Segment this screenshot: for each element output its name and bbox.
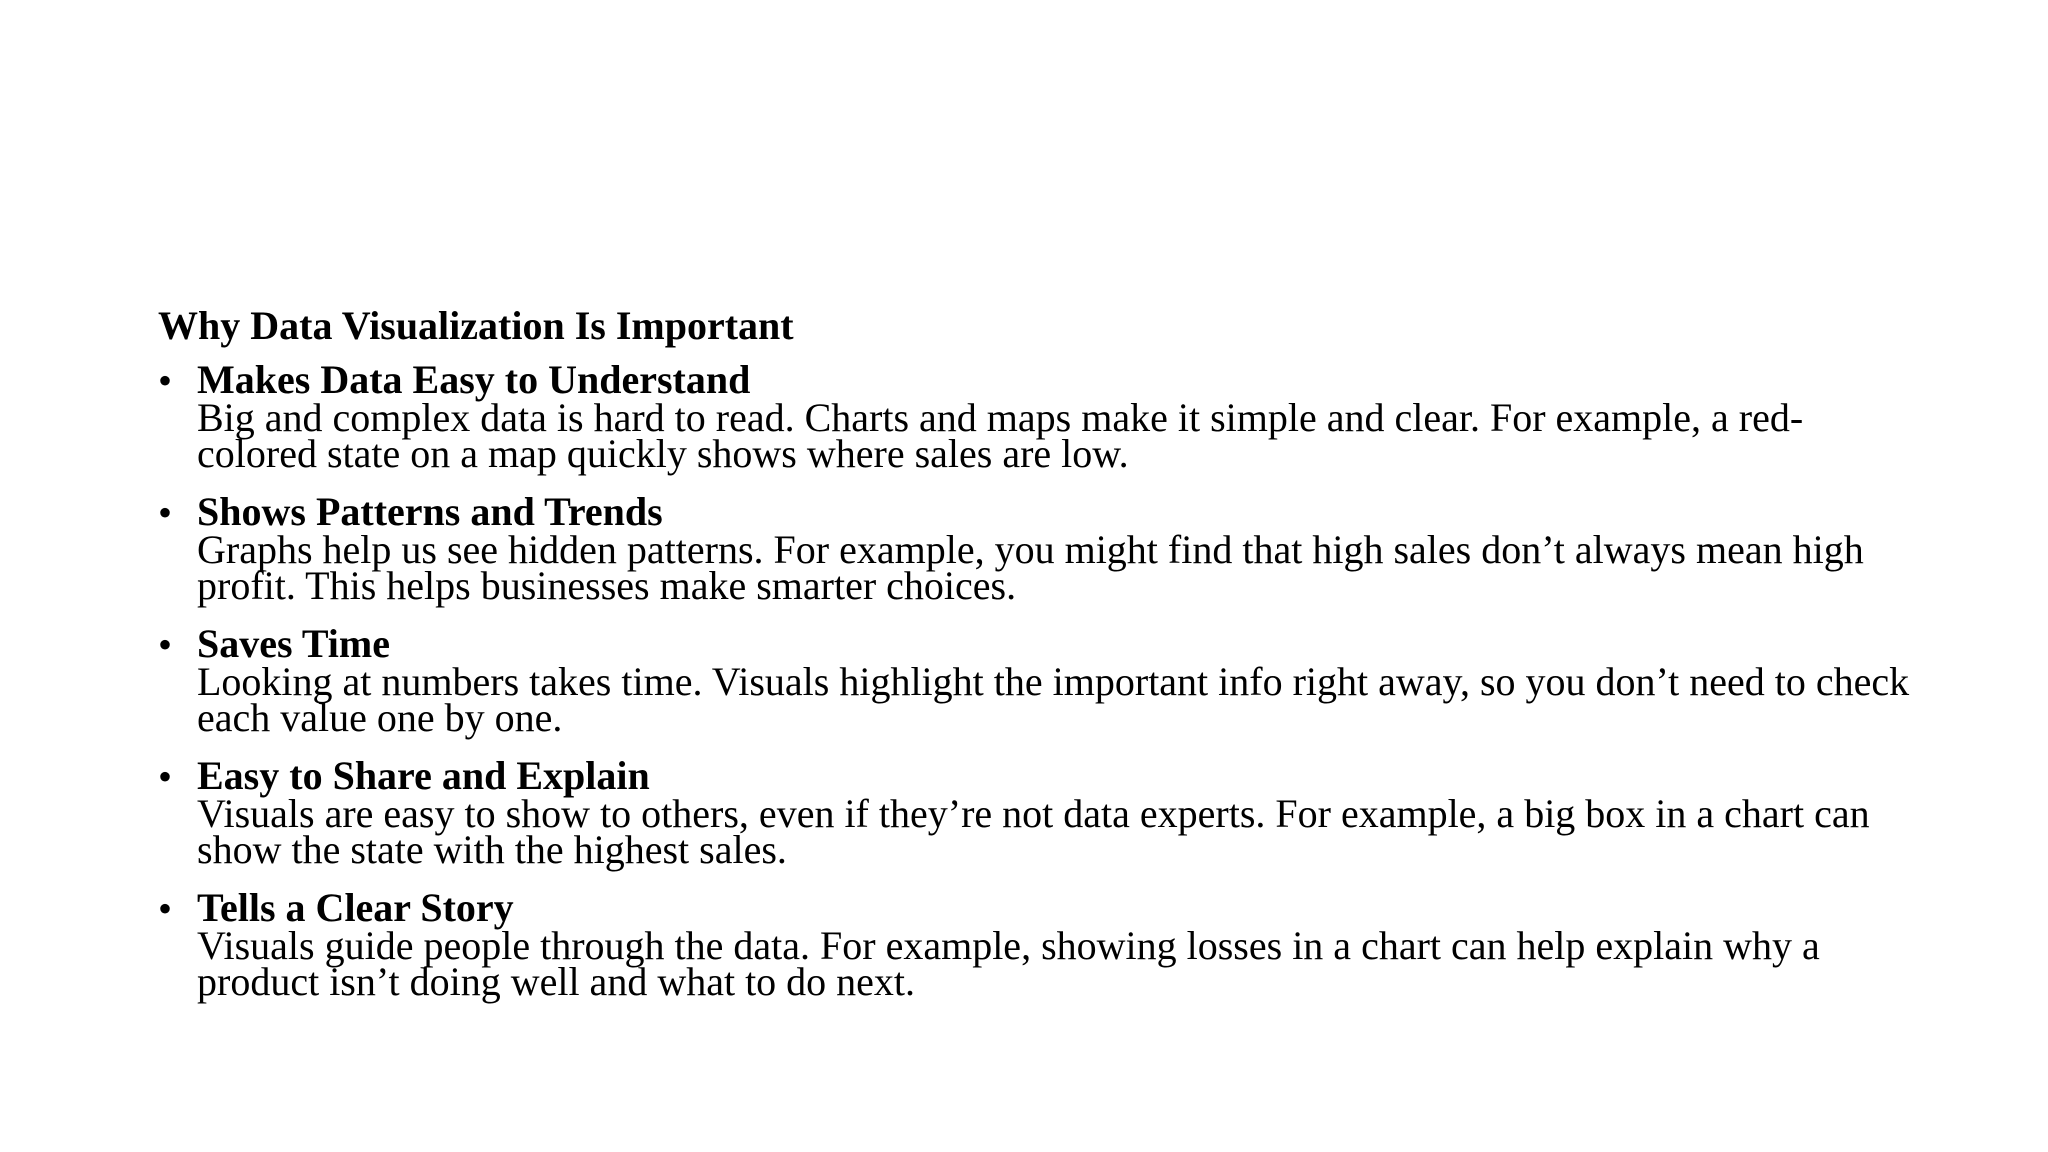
bullet-item-saves-time [158, 621, 1918, 740]
bullet-body: Big and complex data is hard to read. Charts and maps make it simple and clear. For example, a red-colored state on a map quickly shows where sales are low. [197, 395, 1804, 476]
bullet-item-patterns [158, 489, 1918, 608]
bullet-title: Easy to Share and Explain [197, 753, 650, 798]
bullet-body: Visuals are easy to show to others, even if they’re not data experts. For example, a big box in a chart can show the state with the highest sales. [197, 791, 1870, 872]
bullet-item-share [158, 753, 1918, 872]
bullet-body: Graphs help us see hidden patterns. For example, you might find that high sales don’t always mean high profit. This helps businesses make smarter choices. [197, 527, 1864, 608]
bullet-body: Looking at numbers takes time. Visuals highlight the important info right away, so you don’t need to check each value one by one. [197, 659, 1910, 740]
bullet-marker: • [158, 622, 173, 667]
bullet-marker: • [158, 886, 173, 931]
bullet-title: Saves Time [197, 621, 390, 666]
bullet-body: Visuals guide people through the data. For example, showing losses in a chart can help explain why a product isn’t doing well and what to do next. [197, 923, 1820, 1004]
bullet-marker: • [158, 358, 173, 403]
bullet-item-story [158, 885, 1918, 1004]
bullet-list [158, 357, 1918, 1004]
bullet-marker: • [158, 490, 173, 535]
slide-heading: Why Data Visualization Is Important [158, 303, 794, 348]
bullet-item-understand [158, 357, 1918, 476]
bullet-title: Makes Data Easy to Understand [197, 357, 751, 402]
bullet-title: Shows Patterns and Trends [197, 489, 663, 534]
bullet-marker: • [158, 754, 173, 799]
bullet-title: Tells a Clear Story [197, 885, 514, 930]
slide-content [158, 302, 1918, 1020]
